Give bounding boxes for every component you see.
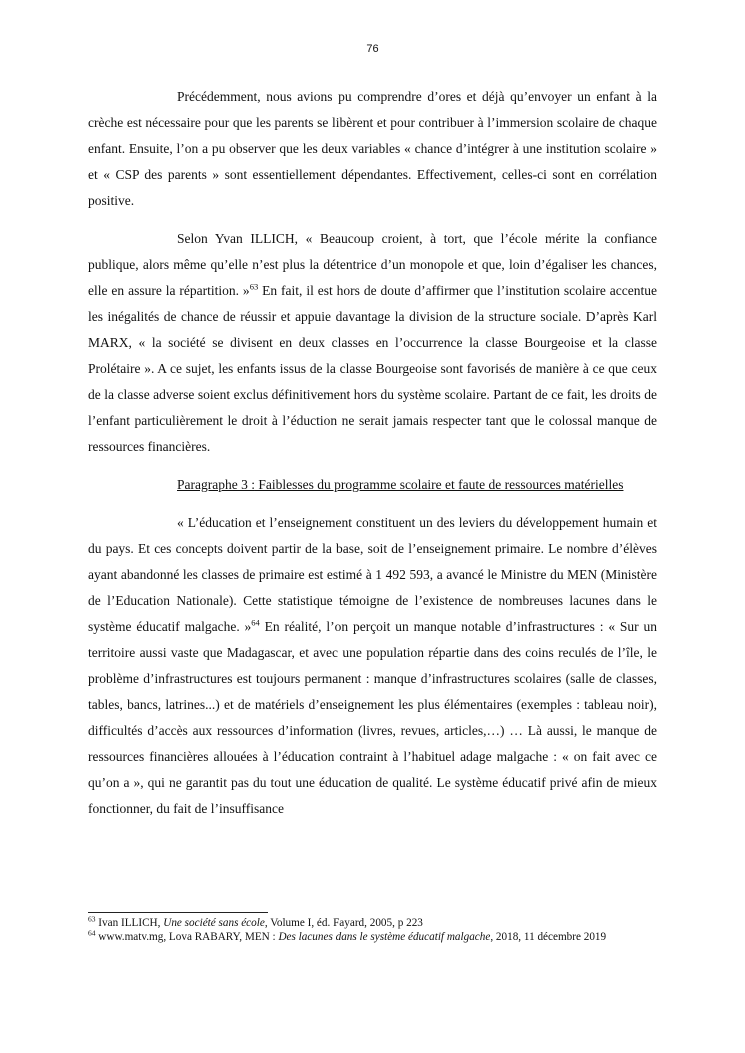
paragraph-text: En réalité, l’on perçoit un manque notable d’infrastructures : « Sur un territoire aussi vaste que Madagascar, et avec une population répartie dans des coins reculés de l’île, le problème d’infrastructures est toujours permanent : manque d’infrastructures scolaires (salle de classes, tables, bancs, latrines...) et de matériels d’enseignement les plus élémentaires (exemples : tableau noir), difficultés d’accès aux ressources d’information (livres, revues, articles,…) … Là aussi, le manque de ressources financières allouées à l’éducation contraint à l’habituel adage malgache : « on fait avec ce qu’on a », qui ne garantit pas du tout une éducation de qualité. Le système éducatif privé afin de mieux fonctionner, du fait de l’insuffisance [88,619,657,816]
footnote-book-title: Une société sans école [163,917,265,929]
footnote-text: www.matv.mg, Lova RABARY, MEN : [95,930,279,943]
footnote-reference-64[interactable]: 64 [251,617,260,628]
footnote-64 [88,927,657,945]
footnote-63 [88,914,657,931]
footnote-number: 63 [88,914,96,924]
footnote-article-title: Des lacunes dans le système éducatif malgache [278,930,491,943]
paragraph-text: En fait, il est hors de doute d’affirmer que l’institution scolaire accentue les inégalités de chance de réussir et appuie davantage la division de la structure sociale. D’après Karl MARX, « la société se divisent en deux classes en l’occurrence la classe Bourgeoise et la classe Prolétaire ». A ce sujet, les enfants issus de la classe Bourgeoise sont favorisés de manière à ce que ceux de la classe adverse soient exclus définitivement hors du système scolaire. Partant de ce fait, les droits de l’enfant particulièrement le droit à l’éduction ne serait jamais respecter tant que le colossal manque de ressources financières. [88,283,658,454]
paragraph-illich [88,226,657,460]
footnote-divider [88,912,268,913]
footnotes [88,914,657,944]
section-heading [88,472,657,498]
paragraph-education [88,510,657,822]
paragraph-text: Selon Yvan ILLICH, « Beaucoup croient, à tort, que l’école mérite la confiance publique, alors même qu’elle n’est plus la détentrice d’un monopole et que, loin d’égaliser les chances, elle en assure la répartition. » [88,231,657,298]
footnote-text: , 2018, 11 décembre 2019 [490,930,607,943]
section-heading-label: Paragraphe 3 : [177,477,255,492]
footnote-number: 64 [88,927,96,937]
footnote-text: Ivan ILLICH, [95,917,164,929]
page-number: 76 [366,43,379,55]
paragraph-intro: Précédemment, nous avions pu comprendre d’ores et déjà qu’envoyer un enfant à la crèche est nécessaire pour que les parents se libèrent et pour contribuer à l’immersion scolaire de chaque enfant. Ensuite, l’on a pu observer que les deux variables « chance d’intégrer à une institution scolaire » et « CSP des parents » sont essentiellement dépendantes. Effectivement, celles-ci sont en corrélation positive. [88,89,657,208]
section-heading-title: Faiblesses du programme scolaire et faute de ressources matérielles [254,477,624,492]
body-text [88,84,657,834]
footnote-text: , Volume I, éd. Fayard, 2005, p 223 [264,917,423,929]
footnote-reference-63[interactable]: 63 [249,281,259,292]
paragraph-text: « L’éducation et l’enseignement constituent un des leviers du développement humain et du pays. Et ces concepts doivent partir de la base, soit de l’enseignement primaire. Le nombre d’élèves ayant abandonné les classes de primaire est estimé à 1 492 593, a avancé le Ministre du MEN (Ministère de l’Education Nationale). Cette statistique témoigne de l’existence de nombreuses lacunes dans le système éducatif malgache. » [88,515,657,634]
